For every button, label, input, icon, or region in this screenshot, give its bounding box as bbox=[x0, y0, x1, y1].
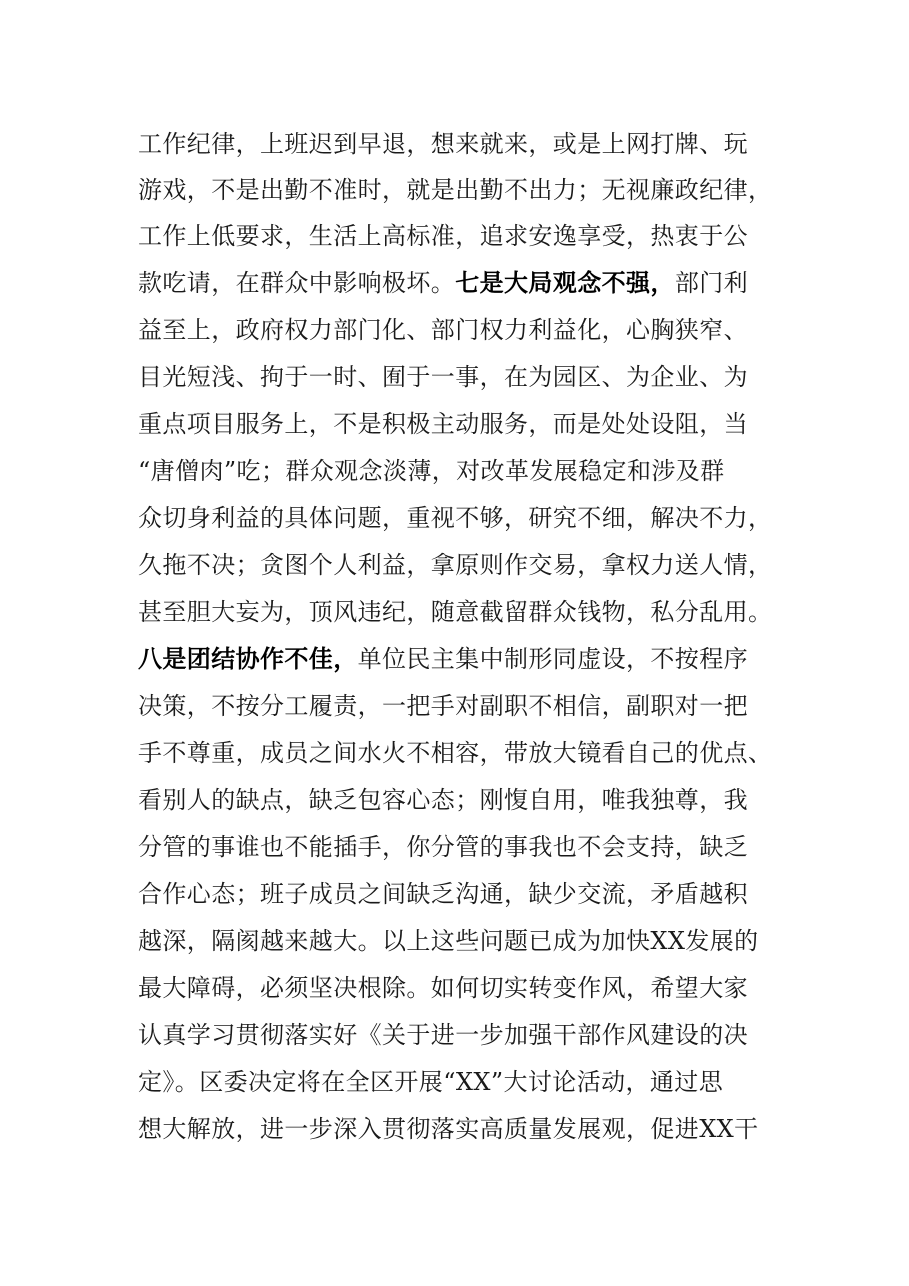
text-line: 益至上，政府权力部门化、部门权力利益化，心胸狭窄、 bbox=[138, 316, 748, 344]
text-line: 久拖不决；贪图个人利益，拿原则作交易，拿权力送人情， bbox=[138, 551, 773, 579]
text-line: 重点项目服务上，不是积极主动服务，而是处处设阻，当 bbox=[138, 410, 748, 438]
text-line: 决策，不按分工履责，一把手对副职不相信，副职对一把 bbox=[138, 692, 748, 720]
text-line: 工作纪律，上班迟到早退，想来就来，或是上网打牌、玩 bbox=[138, 130, 748, 158]
text-line: 最大障碍，必须坚决根除。如何切实转变作风，希望大家 bbox=[138, 974, 748, 1002]
text-line: 目光短浅、拘于一时、囿于一事，在为园区、为企业、为 bbox=[138, 363, 748, 391]
text-line: 众切身利益的具体问题，重视不够，研究不细，解决不力， bbox=[138, 504, 773, 532]
bold-heading: 八是团结协作不佳， bbox=[138, 644, 358, 673]
text-line: 越深，隔阂越来越大。以上这些问题已成为加快XX发展的 bbox=[138, 927, 759, 955]
text-line bbox=[138, 263, 778, 303]
text-line: 合作心态；班子成员之间缺乏沟通，缺少交流，矛盾越积 bbox=[138, 880, 748, 908]
text-segment: 单位民主集中制形同虚设，不按程序 bbox=[357, 645, 749, 673]
text-line: 工作上低要求，生活上高标准，追求安逸享受，热衷于公 bbox=[138, 222, 748, 250]
text-line: “唐僧肉”吃；群众观念淡薄，对改革发展稳定和涉及群 bbox=[138, 457, 725, 485]
text-line: 看别人的缺点，缺乏包容心态；刚愎自用，唯我独尊，我 bbox=[138, 786, 748, 814]
text-line: 分管的事谁也不能插手，你分管的事我也不会支持，缺乏 bbox=[138, 833, 748, 861]
text-line: 认真学习贯彻落实好《关于进一步加强干部作风建设的决 bbox=[138, 1021, 748, 1049]
text-line: 游戏，不是出勤不准时，就是出勤不出力；无视廉政纪律， bbox=[138, 176, 773, 204]
text-line: 想大解放，进一步深入贯彻落实高质量发展观，促进XX干 bbox=[138, 1115, 759, 1143]
text-segment: 款吃请，在群众中影响极坏。 bbox=[138, 269, 456, 297]
text-line: 手不尊重，成员之间水火不相容，带放大镜看自己的优点、 bbox=[138, 739, 773, 767]
text-line: 甚至胆大妄为，顶风违纪，随意截留群众钱物，私分乱用。 bbox=[138, 598, 773, 626]
text-segment: 部门利 bbox=[674, 269, 749, 297]
text-line bbox=[138, 639, 778, 679]
bold-heading: 七是大局观念不强， bbox=[455, 268, 675, 297]
text-line: 定》。区委决定将在全区开展“XX”大讨论活动，通过思 bbox=[138, 1068, 724, 1096]
